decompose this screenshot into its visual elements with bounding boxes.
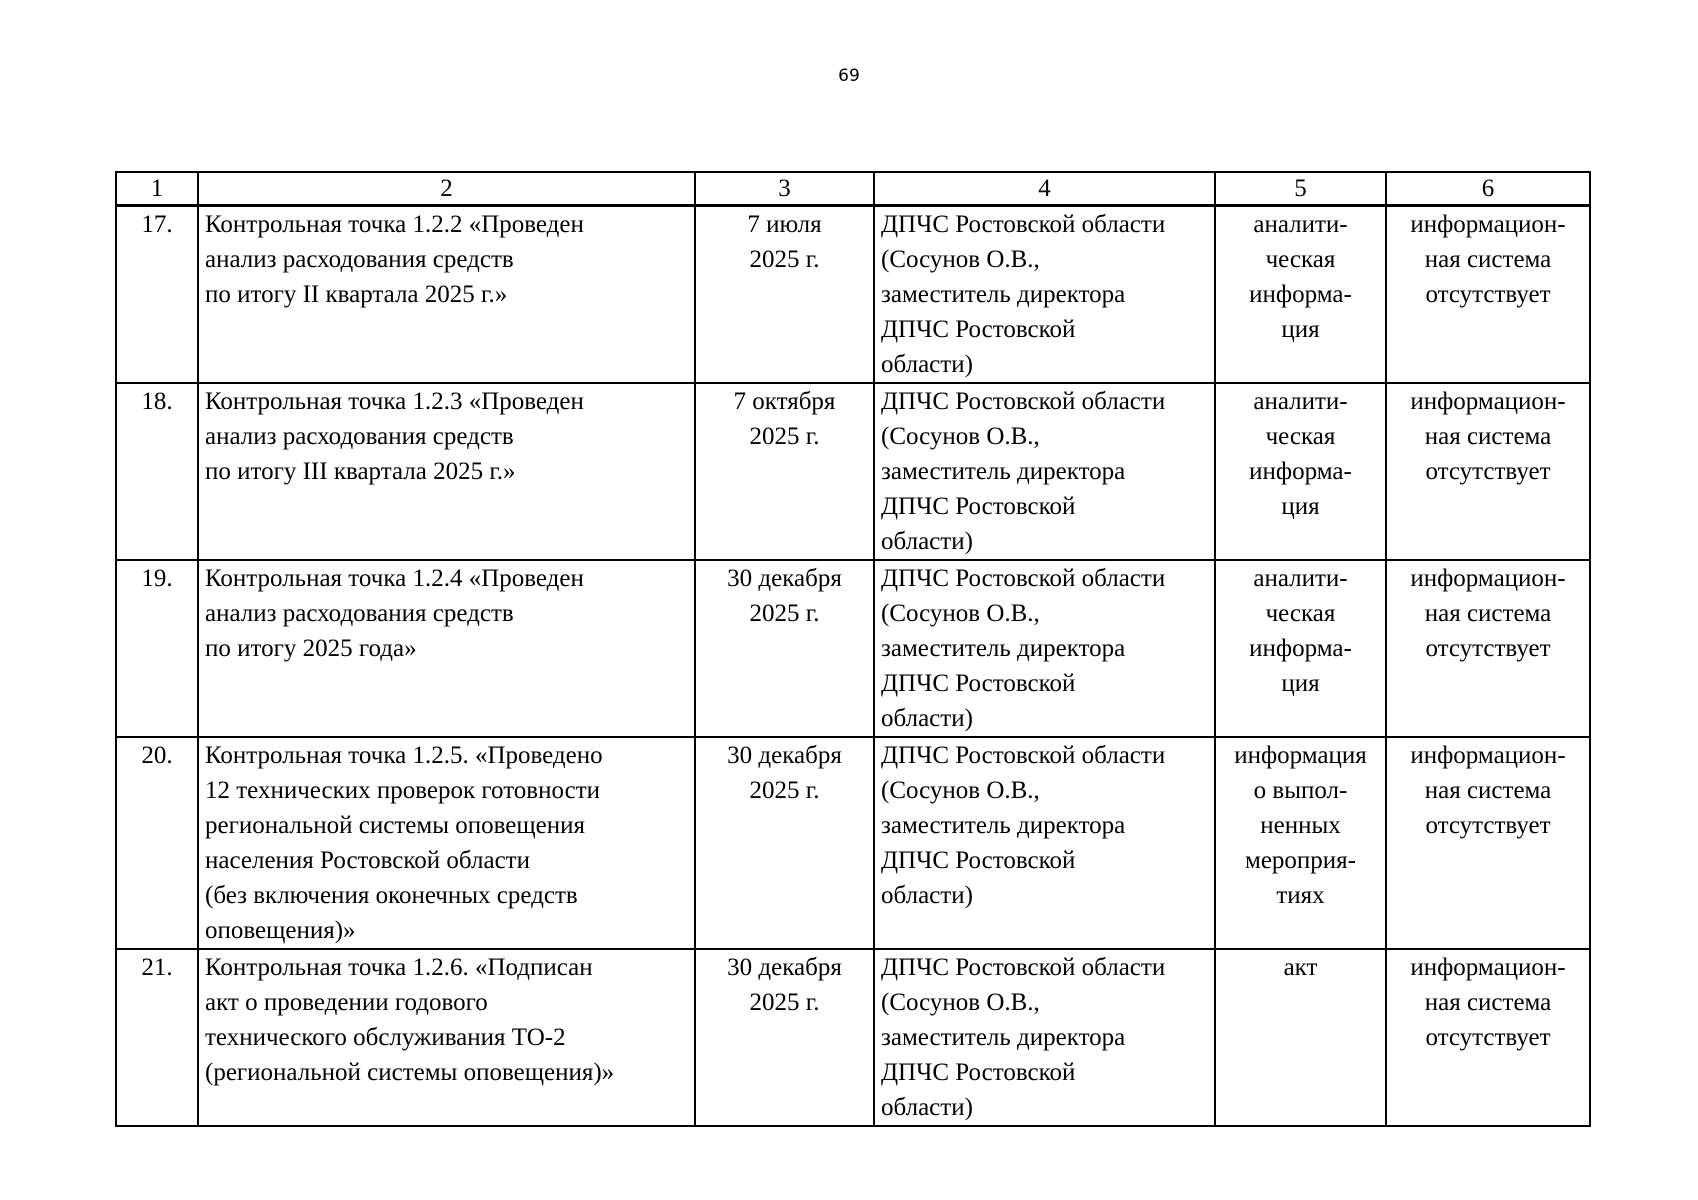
event-line: по итогу II квартала 2025 г.» (205, 281, 508, 308)
responsible-line: ДПЧС Ростовской области (881, 211, 1166, 238)
document-type-line: ческая (1265, 423, 1336, 450)
event-line: анализ расходования средств (205, 246, 514, 273)
responsible-cell (874, 737, 1215, 949)
event-line: Контрольная точка 1.2.4 «Проведен (205, 565, 584, 592)
info-system-line: ная система (1424, 246, 1552, 273)
table-row (116, 383, 1590, 560)
responsible-line: области) (881, 882, 973, 909)
event-line: региональной системы оповещения (205, 812, 586, 839)
info-system-cell (1386, 560, 1590, 737)
responsible-line: области) (881, 705, 973, 732)
info-system-line: информацион- (1410, 211, 1566, 238)
event-line: по итогу 2025 года» (205, 635, 417, 662)
date-line: 2025 г. (749, 423, 820, 450)
info-system-cell (1386, 949, 1590, 1126)
date-line: 30 декабря (727, 742, 842, 769)
info-system-line: отсутствует (1425, 635, 1551, 662)
header-col-5: 5 (1215, 172, 1386, 206)
date-line: 30 декабря (727, 954, 842, 981)
row-number-cell: 18. (116, 383, 198, 560)
event-line: Контрольная точка 1.2.2 «Проведен (205, 211, 584, 238)
table-row (116, 560, 1590, 737)
date-cell (695, 560, 874, 737)
event-line: акт о проведении годового (205, 989, 488, 1016)
info-system-line: ная система (1424, 600, 1552, 627)
event-line: Контрольная точка 1.2.5. «Проведено (205, 742, 603, 769)
info-system-line: отсутствует (1425, 812, 1551, 839)
responsible-cell (874, 383, 1215, 560)
responsible-line: области) (881, 528, 973, 555)
info-system-line: отсутствует (1425, 1024, 1551, 1051)
event-line: 12 технических проверок готовности (205, 777, 600, 804)
document-type-cell (1215, 949, 1386, 1126)
responsible-line: (Сосунов О.В., (881, 423, 1040, 450)
document-type-line: о выпол- (1253, 777, 1348, 804)
event-line: (региональной системы оповещения)» (205, 1059, 615, 1086)
event-cell (198, 560, 695, 737)
event-cell (198, 737, 695, 949)
header-col-4: 4 (874, 172, 1215, 206)
document-type-line: ция (1281, 316, 1320, 343)
responsible-line: (Сосунов О.В., (881, 989, 1040, 1016)
document-type-line: информа- (1249, 635, 1352, 662)
row-number-cell: 20. (116, 737, 198, 949)
info-system-line: информацион- (1410, 742, 1566, 769)
info-system-line: ная система (1424, 777, 1552, 804)
document-type-line: ческая (1265, 246, 1336, 273)
responsible-line: (Сосунов О.В., (881, 246, 1040, 273)
responsible-line: ДПЧС Ростовской (881, 847, 1076, 874)
date-line: 2025 г. (749, 777, 820, 804)
document-type-cell (1215, 383, 1386, 560)
info-system-cell (1386, 206, 1590, 384)
date-cell (695, 949, 874, 1126)
responsible-line: ДПЧС Ростовской (881, 316, 1076, 343)
document-type-cell (1215, 737, 1386, 949)
date-line: 30 декабря (727, 565, 842, 592)
info-system-line: отсутствует (1425, 281, 1551, 308)
date-line: 7 октября (733, 388, 836, 415)
responsible-cell (874, 560, 1215, 737)
responsible-line: заместитель директора (881, 1024, 1126, 1051)
header-col-3: 3 (695, 172, 874, 206)
table-row (116, 206, 1590, 384)
responsible-line: ДПЧС Ростовской (881, 670, 1076, 697)
date-cell (695, 737, 874, 949)
responsible-line: области) (881, 351, 973, 378)
event-cell (198, 206, 695, 384)
responsible-line: области) (881, 1094, 973, 1121)
row-number-cell: 21. (116, 949, 198, 1126)
document-type-cell (1215, 560, 1386, 737)
info-system-cell (1386, 383, 1590, 560)
header-row (116, 172, 1590, 206)
document-type-line: информа- (1249, 458, 1352, 485)
event-line: оповещения)» (205, 917, 356, 944)
document-type-line: ненных (1260, 812, 1341, 839)
event-line: технического обслуживания ТО-2 (205, 1024, 566, 1051)
document-type-line: ция (1281, 493, 1320, 520)
date-line: 2025 г. (749, 600, 820, 627)
document-type-line: акт (1283, 954, 1318, 981)
document-type-line: аналити- (1253, 388, 1348, 415)
info-system-line: информацион- (1410, 388, 1566, 415)
document-type-line: ческая (1265, 600, 1336, 627)
document-type-line: мероприя- (1245, 847, 1356, 874)
document-type-line: информация (1234, 742, 1367, 769)
responsible-line: ДПЧС Ростовской (881, 1059, 1076, 1086)
responsible-line: ДПЧС Ростовской области (881, 565, 1166, 592)
responsible-line: (Сосунов О.В., (881, 777, 1040, 804)
event-line: Контрольная точка 1.2.3 «Проведен (205, 388, 584, 415)
page-number: 69 (838, 66, 860, 86)
responsible-line: заместитель директора (881, 812, 1126, 839)
responsible-line: ДПЧС Ростовской области (881, 954, 1166, 981)
event-line: анализ расходования средств (205, 423, 514, 450)
document-type-line: информа- (1249, 281, 1352, 308)
event-line: по итогу III квартала 2025 г.» (205, 458, 516, 485)
responsible-cell (874, 949, 1215, 1126)
responsible-line: ДПЧС Ростовской области (881, 742, 1166, 769)
control-points-table (115, 171, 1591, 1127)
info-system-line: информацион- (1410, 954, 1566, 981)
date-line: 2025 г. (749, 989, 820, 1016)
row-number-cell: 17. (116, 206, 198, 384)
date-cell (695, 383, 874, 560)
event-cell (198, 383, 695, 560)
info-system-line: информацион- (1410, 565, 1566, 592)
document-type-line: аналити- (1253, 211, 1348, 238)
header-col-2: 2 (198, 172, 695, 206)
row-number-cell: 19. (116, 560, 198, 737)
responsible-line: заместитель директора (881, 281, 1126, 308)
event-cell (198, 949, 695, 1126)
document-type-line: ция (1281, 670, 1320, 697)
info-system-cell (1386, 737, 1590, 949)
info-system-line: ная система (1424, 989, 1552, 1016)
responsible-cell (874, 206, 1215, 384)
document-type-cell (1215, 206, 1386, 384)
info-system-line: отсутствует (1425, 458, 1551, 485)
responsible-line: заместитель директора (881, 635, 1126, 662)
header-col-1: 1 (116, 172, 198, 206)
responsible-line: ДПЧС Ростовской (881, 493, 1076, 520)
table-header (116, 172, 1590, 206)
date-cell (695, 206, 874, 384)
info-system-line: ная система (1424, 423, 1552, 450)
document-type-line: тиях (1276, 882, 1325, 909)
responsible-line: (Сосунов О.В., (881, 600, 1040, 627)
date-line: 2025 г. (749, 246, 820, 273)
event-line: населения Ростовской области (205, 847, 530, 874)
responsible-line: ДПЧС Ростовской области (881, 388, 1166, 415)
event-line: (без включения оконечных средств (205, 882, 578, 909)
table-body (116, 206, 1590, 1127)
table-row (116, 737, 1590, 949)
header-col-6: 6 (1386, 172, 1590, 206)
document-type-line: аналити- (1253, 565, 1348, 592)
table-row (116, 949, 1590, 1126)
event-line: анализ расходования средств (205, 600, 514, 627)
responsible-line: заместитель директора (881, 458, 1126, 485)
event-line: Контрольная точка 1.2.6. «Подписан (205, 954, 593, 981)
date-line: 7 июля (747, 211, 822, 238)
